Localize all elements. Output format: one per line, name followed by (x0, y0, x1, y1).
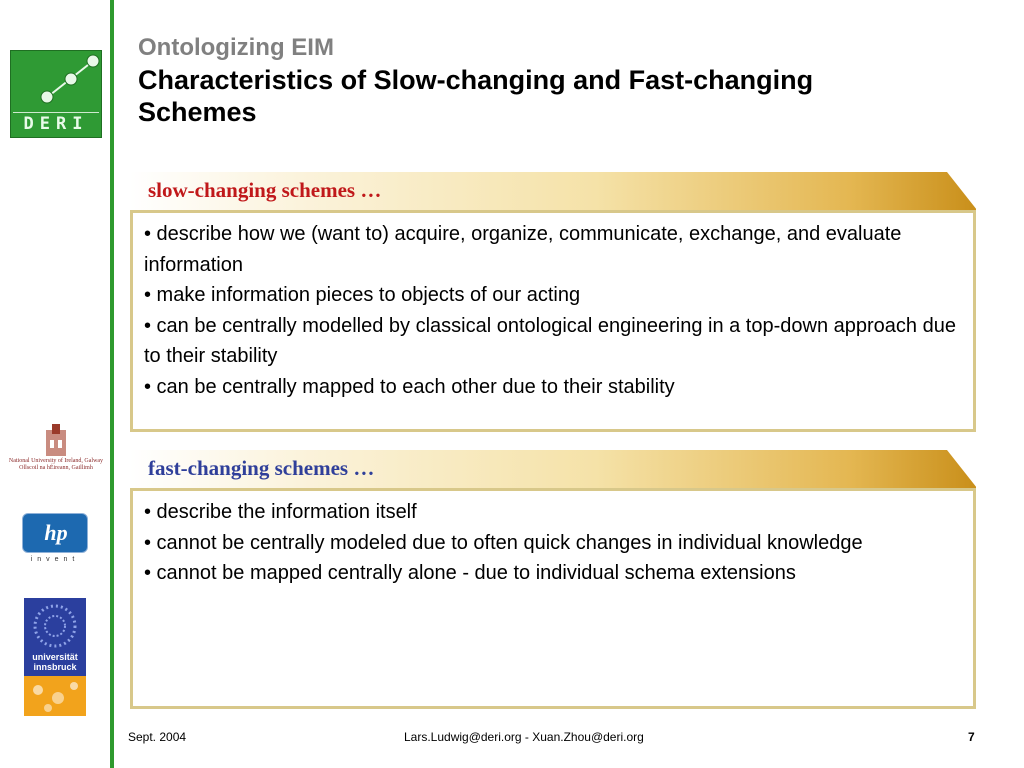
sidebar (0, 0, 112, 768)
pre-title: Ontologizing EIM (138, 34, 334, 61)
title-block (138, 34, 898, 128)
nuig-logo-text: National University of Ireland, Galway (8, 458, 104, 464)
hp-badge (22, 513, 88, 553)
hp-tagline: invent (30, 556, 80, 563)
bullet-item: • can be centrally modelled by classical ontological engineering in a top-down approach due to their stability (144, 314, 956, 367)
page-title: Characteristics of Slow-changing and Fast-changing Schemes (138, 65, 814, 127)
green-divider (110, 0, 114, 768)
nuig-logo (4, 424, 108, 474)
fast-panel-body (130, 488, 976, 709)
innsbruck-logo (24, 598, 86, 716)
deri-dots-icon (11, 51, 101, 111)
bullet-item: • cannot be mapped centrally alone - due to individual schema extensions (144, 562, 796, 584)
footer-date: Sept. 2004 (128, 730, 187, 744)
deri-logo (10, 50, 102, 138)
fast-panel-header (130, 450, 976, 488)
hp-logo-text: hp (44, 520, 68, 545)
page-number: 7 (968, 730, 975, 744)
footer-authors: Lars.Ludwig@deri.org - Xuan.Zhou@deri.org (404, 730, 644, 744)
nuig-logo-subtext: Ollscoil na hÉireann, Gaillimh (19, 465, 93, 471)
fast-changing-panel (130, 450, 976, 709)
bullet-item: • describe how we (want to) acquire, organize, communicate, exchange, and evaluate information (144, 223, 902, 276)
deri-logo-text: DERI (13, 112, 99, 135)
bullet-item: • make information pieces to objects of our acting (144, 284, 581, 306)
slow-panel-header (130, 172, 976, 210)
slow-panel-title: slow-changing schemes … (148, 178, 382, 202)
slow-changing-panel (130, 172, 976, 432)
slow-panel-body (130, 210, 976, 432)
hp-logo (22, 513, 90, 563)
innsbruck-line2: innsbruck (33, 662, 77, 672)
bullet-item: • can be centrally mapped to each other due to their stability (144, 375, 675, 398)
nuig-crest-icon (4, 424, 108, 458)
innsbruck-line1: universität (32, 652, 78, 662)
bullet-item: • cannot be centrally modeled due to often quick changes in individual knowledge (144, 531, 863, 554)
bullet-item: • describe the information itself (144, 501, 417, 523)
fast-panel-title: fast-changing schemes … (148, 456, 375, 480)
